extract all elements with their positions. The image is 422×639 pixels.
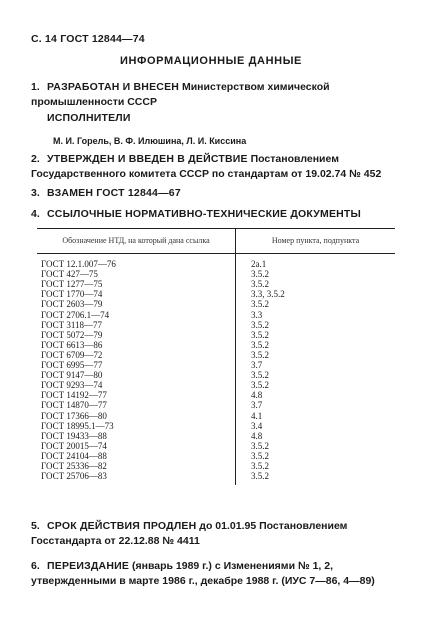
- section-number: 5.: [31, 520, 40, 532]
- section-2: [31, 152, 401, 182]
- executors-list: М. И. Горель, В. Ф. Илюшина, Л. И. Киссина: [53, 136, 247, 146]
- section-number: 1.: [31, 81, 40, 93]
- table-row: [37, 370, 395, 380]
- section-text: (январь 1989 г.) с Изменениями № 1, 2, утвержденными в марте 1986 г., декабре 1988 г. (ИУС 7—86, 4—89): [31, 560, 375, 587]
- cell-document: ГОСТ 2706.1—74: [37, 310, 236, 320]
- section-text: до 01.01.95 Постановлением Госстандарта от 22.12.88 № 4411: [31, 520, 348, 547]
- cell-clause: 3.5.2: [251, 450, 269, 461]
- section-heading: ПЕРЕИЗДАНИЕ: [47, 560, 130, 572]
- cell-document: ГОСТ 5072—79: [37, 330, 236, 340]
- cell-document: ГОСТ 24104—88: [37, 451, 236, 461]
- cell-document: ГОСТ 18995.1—73: [37, 421, 236, 431]
- column-header-document: Обозначение НТД, на который дана ссылка: [37, 229, 236, 254]
- table-row: [37, 421, 395, 431]
- table-row: [37, 350, 395, 360]
- table-row: [37, 330, 395, 340]
- cell-document: ГОСТ 25336—82: [37, 461, 236, 471]
- cell-clause: 3.7: [251, 400, 263, 411]
- cell-clause: 3.4: [251, 420, 263, 431]
- table-row: [37, 320, 395, 330]
- cell-document: ГОСТ 1770—74: [37, 289, 236, 299]
- cell-clause: 3.5.2: [251, 299, 269, 310]
- section-number: 4.: [31, 208, 40, 220]
- table-row: [37, 299, 395, 309]
- table-row: [37, 254, 395, 270]
- table-row: [37, 431, 395, 441]
- table-row: [37, 279, 395, 289]
- cell-clause: 3.5.2: [251, 460, 269, 471]
- table-row: [37, 360, 395, 370]
- column-header-clause: Номер пункта, подпункта: [236, 229, 396, 254]
- table-row: [37, 411, 395, 421]
- cell-document: ГОСТ 19433—88: [37, 431, 236, 441]
- cell-clause: 3.3: [251, 309, 263, 320]
- table-row: [37, 380, 395, 390]
- cell-document: ГОСТ 14192—77: [37, 390, 236, 400]
- section-5: [31, 519, 401, 549]
- section-text: Министерством химической промышленности СССР: [31, 81, 330, 108]
- table-row: [37, 310, 395, 320]
- table-row: [37, 289, 395, 299]
- cell-document: ГОСТ 25706—83: [37, 471, 236, 485]
- page-header: С. 14 ГОСТ 12844—74: [31, 33, 145, 45]
- cell-clause: 4.1: [251, 410, 263, 421]
- cell-document: ГОСТ 9293—74: [37, 380, 236, 390]
- cell-clause: 3.5.2: [251, 319, 269, 330]
- table-row: [37, 461, 395, 471]
- table-body: [37, 254, 395, 486]
- cell-document: ГОСТ 2603—79: [37, 299, 236, 309]
- cell-document: ГОСТ 12.1.007—76: [37, 254, 236, 270]
- document-title: ИНФОРМАЦИОННЫЕ ДАННЫЕ: [119, 55, 302, 67]
- section-heading: СРОК ДЕЙСТВИЯ ПРОДЛЕН: [47, 520, 197, 532]
- section-text: Постановлением Государственного комитета СССР по стандартам от 19.02.74 № 452: [31, 153, 382, 180]
- cell-document: ГОСТ 1277—75: [37, 279, 236, 289]
- section-number: 3.: [31, 187, 40, 199]
- cell-clause: 3.5.2: [251, 339, 269, 350]
- cell-clause: 3.5.2: [251, 349, 269, 360]
- cell-document: ГОСТ 6613—86: [37, 340, 236, 350]
- cell-document: ГОСТ 9147—80: [37, 370, 236, 380]
- table-row: [37, 269, 395, 279]
- cell-document: ГОСТ 6995—77: [37, 360, 236, 370]
- cell-document: ГОСТ 20015—74: [37, 441, 236, 451]
- section-1: [31, 80, 401, 110]
- cell-clause: 3.5.2: [251, 269, 269, 280]
- executors-heading: ИСПОЛНИТЕЛИ: [47, 112, 131, 124]
- table-row: [37, 340, 395, 350]
- reference-table: [37, 228, 395, 485]
- table-row: [37, 400, 395, 410]
- section-6: [31, 559, 401, 589]
- section-heading: ВЗАМЕН ГОСТ 12844—67: [47, 187, 181, 199]
- cell-clause: 4.8: [251, 390, 263, 401]
- section-heading: ССЫЛОЧНЫЕ НОРМАТИВНО-ТЕХНИЧЕСКИЕ ДОКУМЕНТЫ: [47, 208, 362, 220]
- section-3: [31, 186, 401, 201]
- table-row: [37, 390, 395, 400]
- cell-clause: 2а.1: [251, 259, 267, 270]
- section-4: [31, 207, 401, 222]
- cell-clause: 4.8: [251, 430, 263, 441]
- section-heading: УТВЕРЖДЕН И ВВЕДЕН В ДЕЙСТВИЕ: [47, 153, 248, 165]
- table-row: [37, 471, 395, 485]
- section-heading: РАЗРАБОТАН И ВНЕСЕН: [47, 81, 180, 93]
- cell-clause: 3.5.2: [251, 471, 269, 482]
- cell-document: ГОСТ 427—75: [37, 269, 236, 279]
- section-number: 2.: [31, 153, 40, 165]
- table-row: [37, 451, 395, 461]
- cell-clause: 3.5.2: [251, 380, 269, 391]
- cell-document: ГОСТ 17366—80: [37, 411, 236, 421]
- cell-document: ГОСТ 14870—77: [37, 400, 236, 410]
- cell-document: ГОСТ 3118—77: [37, 320, 236, 330]
- cell-clause: 3.3, 3.5.2: [251, 289, 285, 300]
- cell-clause: 3.5.2: [251, 329, 269, 340]
- cell-clause: 3.7: [251, 360, 263, 371]
- section-number: 6.: [31, 560, 40, 572]
- cell-clause: 3.5.2: [251, 279, 269, 290]
- table-row: [37, 441, 395, 451]
- cell-document: ГОСТ 6709—72: [37, 350, 236, 360]
- cell-clause: 3.5.2: [251, 440, 269, 451]
- cell-clause: 3.5.2: [251, 370, 269, 381]
- table-header-row: [37, 229, 395, 254]
